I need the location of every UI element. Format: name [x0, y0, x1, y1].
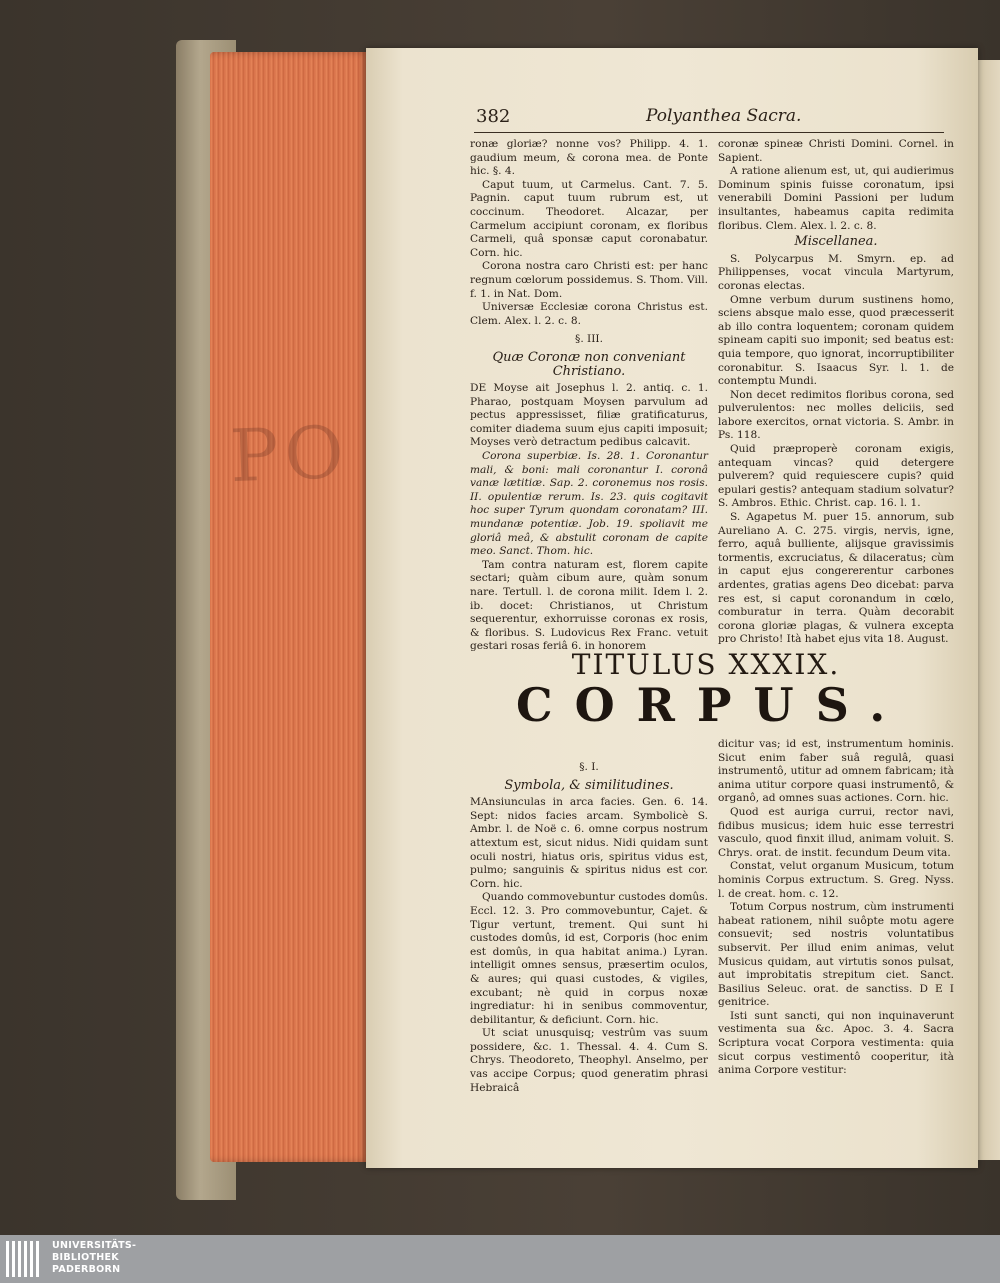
section-marker: §. I. — [579, 761, 599, 773]
library-footer — [0, 1235, 1000, 1283]
header-rule — [474, 132, 944, 133]
paragraph: Quod est auriga currui, rector navi, fidibus musicus; idem huic esse terrestri vasculo, quod finxit illud, animam voluit. S. Chrys. orat. de instit. fecundum Deum vita. — [718, 805, 954, 859]
left-column — [470, 138, 708, 654]
paragraph: Quid præproperè coronam exigis, antequam vincas? quid detergere pulverem? quid requiescere cupis? quid epulari gestis? antequam stadium solvatur? S. Ambros. Ethic. Christ. cap. 16. l. 1. — [718, 443, 954, 510]
book-page — [366, 48, 978, 1168]
paragraph: Constat, velut organum Musicum, totum hominis Corpus extructum. S. Greg. Nyss. l. de creat. hom. c. 12. — [718, 860, 954, 900]
library-name-line: BIBLIOTHEK — [52, 1252, 119, 1263]
paragraph: Caput tuum, ut Carmelus. Cant. 7. 5. Pagnin. caput tuum rubrum est, ut coccinum. Theodoret. Alcazar, per Carmelum accipiunt coronam, ex floribus Carmeli, quâ sponsæ caput coronabatur. Corn. hic. — [470, 178, 708, 259]
paragraph: coronæ spineæ Christi Domini. Cornel. in Sapient. — [718, 138, 954, 164]
paragraph: dicitur vas; id est, instrumentum hominis. Sicut enim faber suâ regulâ, quasi instrumentô, utitur ad omnem fabricam; ità anima utitur corpore quasi instrumentô, & organô, ad omnes suas actiones. Corn. hic. — [718, 738, 954, 805]
section-heading: Miscellanea. — [794, 234, 878, 250]
paragraph: Universæ Ecclesiæ corona Christus est. Clem. Alex. l. 2. c. 8. — [470, 301, 708, 327]
paragraph: Totum Corpus nostrum, cùm instrumenti habeat rationem, nihil suôpte motu agere consuevit; sed nostris voluntatibus subservit. Per illud enim animas, velut Musicus quidam, aut virtutis sonos pulsat, aut improbitatis strepitum ciet. Sanct. Basilius Seleuc. orat. de sanctiss. D E I genitrice. — [718, 901, 954, 1009]
library-name-line: PADERBORN — [52, 1264, 121, 1275]
right-column — [718, 138, 954, 647]
paragraph: Corona superbiæ. Is. 28. 1. Coronantur mali, & boni: mali coronantur I. coronâ vanæ lætitiæ. Sap. 2. coronemus nos rosis. II. opulentiæ rerum. Is. 23. quis cogitavit hoc super Tyrum quondam coronatam? III. mundanæ potentiæ. Job. 19. spoliavit me gloriâ meâ, & abstulit coronam de capite meo. Sanct. Thom. hic. — [470, 450, 708, 558]
section-heading: Symbola, & similitudines. — [504, 777, 674, 793]
paragraph: Non decet redimitos floribus corona, sed pulverulentos: nec molles deliciis, sed labore exercitos, ornat victoria. S. Ambr. in Ps. 118. — [718, 388, 954, 442]
paragraph: Isti sunt sancti, qui non inquinaverunt vestimenta sua &c. Apoc. 3. 4. Sacra Scriptura vocat Corpora vestimenta: quia sicut corpus vestimentô cooperitur, ità anima Corpore vestitur: — [718, 1009, 954, 1077]
lower-right-column — [718, 738, 954, 1078]
page-number: 382 — [476, 106, 511, 127]
chapter-title: CORPUS. — [516, 678, 908, 732]
paragraph: A ratione alienum est, ut, qui audierimus Dominum spinis fuisse coronatum, ipsi venerabili Domini Passioni per ludum insultantes, habeamus capita redimita floribus. Clem. Alex. l. 2. c. 8. — [718, 165, 954, 232]
paragraph: S. Agapetus M. puer 15. annorum, sub Aureliano A. C. 275. virgis, nervis, igne, ferro, aquâ bulliente, alijsque gravissimis tormentis, excruciatus, & dilaceratus; cùm in caput ejus congererentur carbones ardentes, gratias agens Deo dicebat: parva res est, si caput coronandum in cœlo, comburatur in terra. Quàm decorabit corona gloriæ plagas, & vulnera excepta pro Christo! Ità habet ejus vita 18. August. — [718, 511, 954, 646]
paragraph: Tam contra naturam est, florem capite sectari; quàm cibum aure, quàm sonum nare. Tertull. l. de corona milit. Idem l. 2. ib. docet: Christianos, ut Christum sequerentur, exhorruisse coronas ex rosis, & floribus. S. Ludovicus Rex Franc. vetuit gestari rosas feriâ 6. in honorem — [470, 558, 708, 653]
section-heading: Quæ Coronæ non conveniant Christiano. — [492, 349, 686, 379]
lower-left-column — [470, 756, 708, 1095]
library-logo-icon — [6, 1241, 46, 1277]
section-marker: §. III. — [575, 333, 603, 346]
paragraph: Corona nostra caro Christi est: per hanc regnum cœlorum possidemus. S. Thom. Vill. f. 1. in Nat. Dom. — [470, 260, 708, 300]
page-header — [476, 106, 946, 130]
paragraph: S. Polycarpus M. Smyrn. ep. ad Philippenses, vocat vincula Martyrum, coronas electas. — [718, 252, 954, 292]
library-name — [52, 1240, 136, 1276]
running-title: Polyanthea Sacra. — [646, 106, 802, 126]
paragraph: Quando commovebuntur custodes domûs. Eccl. 12. 3. Pro commovebuntur, Cajet. & Tigur vertunt, trement. Qui sunt hi custodes domûs, id est, Corporis (hoc enim est domûs, in qua habitat anima.) Lyran. intelligit omnes sensus, præsertim oculos, & aures; qui quasi custodes, & vigiles, excubant; nè quid in corpus noxæ ingrediatur: hi in senibus commoventur, debilitantur, & deficiunt. Corn. hic. — [470, 891, 708, 1026]
paragraph: Ut sciat unusquisq; vestrûm vas suum possidere, &c. 1. Thessal. 4. 4. Cum S. Chrys. Theodoreto, Theophyl. Anselmo, per vas accipe Corpus; quod generatim phrasi Hebraicâ — [470, 1027, 708, 1094]
paragraph: MAnsiunculas in arca facies. Gen. 6. 14. Sept: nidos facies arcam. Symbolicè S. Ambr. l. de Noë c. 6. omne corpus nostrum attextum est, sicut nidus. Nidi quidam sunt oculi nostri, hiatus oris, spiritus vidus est, pulmo; sanguinis & spiritus nidus est cor. Corn. hic. — [470, 796, 708, 890]
paragraph: ronæ gloriæ? nonne vos? Philipp. 4. 1. gaudium meum, & corona mea. de Ponte hic. §. 4. — [470, 138, 708, 178]
library-name-line: UNIVERSITÄTS- — [52, 1240, 137, 1251]
page-edge — [210, 52, 370, 1162]
edge-ghost-text: PO — [228, 409, 351, 499]
chapter-number: TITULUS XXXIX. — [571, 648, 841, 681]
paragraph: DE Moyse ait Josephus l. 2. antiq. c. 1. Pharao, postquam Moysen parvulum ad pectus appressisset, filiæ gratificaturus, comiter diadema suum ejus capiti imposuit; Moyses verò detractum pedibus calcavit. — [470, 382, 708, 449]
paragraph: Omne verbum durum sustinens homo, sciens absque malo esse, quod præcesserit ab illo contra loquentem; coronam quidem spineam capiti suo imponit; sed beatus est: quia tempore, quo ignorat, incorruptibiliter coronabitur. S. Isaacus Syr. l. 1. de contemptu Mundi. — [718, 293, 954, 388]
